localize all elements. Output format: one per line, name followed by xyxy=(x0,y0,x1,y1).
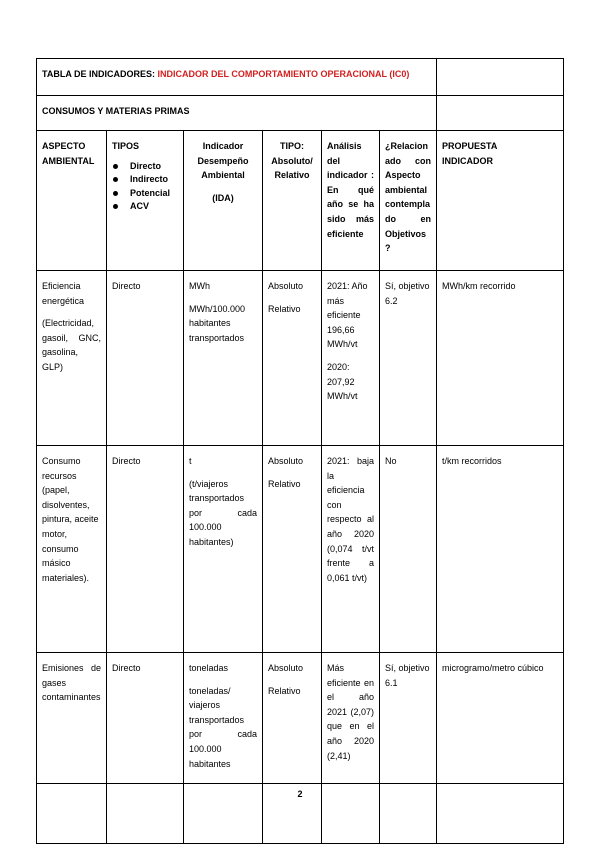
row-aspecto: Consumo recursos (papel, disolventes, pintura, aceite motor, consumo másico materiales). xyxy=(37,446,107,653)
row-aspecto: Eficiencia energética xyxy=(42,281,85,306)
indicator-table xyxy=(36,58,564,844)
row-tipo-relativo: Relativo xyxy=(268,685,301,696)
header-propuesta: PROPUESTA INDICADOR xyxy=(437,131,564,271)
row-relacion: Sí, objetivo 6.1 xyxy=(380,653,437,844)
row-indicador-cell xyxy=(184,653,263,844)
row-tipo-aspecto: Directo xyxy=(107,271,184,446)
header-tipos xyxy=(107,131,184,271)
indicator-sheet xyxy=(36,58,564,844)
row-analisis-cell xyxy=(322,271,380,446)
row-tipo-aspecto: Directo xyxy=(107,653,184,844)
title-code: (IC0) xyxy=(389,69,410,79)
row-tipo-absoluto: Absoluto xyxy=(268,456,304,466)
tipos-item-acv: ACV xyxy=(112,200,178,214)
row-analisis-extra: 2020: 207,92 MWh/vt xyxy=(327,361,358,402)
header-tipo: TIPO: Absoluto/ Relativo xyxy=(263,131,322,271)
title-row xyxy=(37,59,564,96)
row-tipo-absoluto: Absoluto xyxy=(268,663,304,673)
header-indicador-label: Indicador Desempeño Ambiental xyxy=(197,141,249,181)
row-relacion: No xyxy=(380,446,437,653)
row-tipo-relativo: Relativo xyxy=(268,303,301,314)
row-tipo-cell xyxy=(263,271,322,446)
tipos-item-directo: Directo xyxy=(112,160,178,174)
tipos-item-indirecto: Indirecto xyxy=(112,173,178,187)
header-analisis: Análisis del indicador : En qué año se ha sido más eficiente xyxy=(322,131,380,271)
row-indicador: MWh xyxy=(189,281,210,291)
row-indicador-cell xyxy=(184,271,263,446)
row-propuesta: MWh/km recorrido xyxy=(437,271,564,446)
row-aspecto: Emisiones de gases contaminantes xyxy=(37,653,107,844)
row-analisis: 2021: baja la eficiencia con respecto al año 2020 (0,074 t/vt frente a 0,061 t/vt) xyxy=(322,446,380,653)
header-indicador-code: (IDA) xyxy=(212,192,234,203)
section-empty-cell xyxy=(437,96,564,131)
row-propuesta: microgramo/metro cúbico xyxy=(437,653,564,844)
row-indicador-cell xyxy=(184,446,263,653)
tipos-list xyxy=(112,160,178,214)
footer-divider xyxy=(36,783,563,784)
header-aspecto: ASPECTO AMBIENTAL xyxy=(37,131,107,271)
row-indicador: t xyxy=(189,456,192,466)
row-analisis: Más eficiente en el año 2021 (2,07) que en el año 2020 (2,41) xyxy=(322,653,380,844)
page-number: 2 xyxy=(297,789,303,799)
title-prefix: TABLA DE INDICADORES: xyxy=(42,69,155,79)
row-tipo-aspecto: Directo xyxy=(107,446,184,653)
row-propuesta: t/km recorridos xyxy=(437,446,564,653)
row-tipo-relativo: Relativo xyxy=(268,478,301,489)
header-relacion: ¿Relacionado con Aspecto ambiental contemplado en Objetivos? xyxy=(380,131,437,271)
header-row xyxy=(37,131,564,271)
table-row xyxy=(37,271,564,446)
header-tipos-title: TIPOS xyxy=(112,141,140,151)
row-aspecto-detail: (Electricidad, gasoil, GNC, gasolina, GLP) xyxy=(42,318,101,372)
row-tipo-cell xyxy=(263,446,322,653)
table-title xyxy=(37,59,437,96)
row-relacion: Sí, objetivo 6.2 xyxy=(380,271,437,446)
row-indicador-detail: MWh/100.000 habitantes transportados xyxy=(189,303,246,343)
title-empty-cell xyxy=(437,59,564,96)
table-row xyxy=(37,653,564,844)
row-analisis: 2021: Año más eficiente 196,66 MWh/vt xyxy=(327,281,368,350)
title-highlight: INDICADOR DEL COMPORTAMIENTO OPERACIONAL xyxy=(157,69,387,79)
tipos-item-potencial: Potencial xyxy=(112,187,178,201)
row-tipo-absoluto: Absoluto xyxy=(268,281,304,291)
row-tipo-cell xyxy=(263,653,322,844)
row-indicador: toneladas xyxy=(189,663,229,673)
header-indicador xyxy=(184,131,263,271)
row-indicador-detail: (t/viajeros transportados por cada 100.000 habitantes) xyxy=(189,478,257,547)
row-indicador-detail: toneladas/ viajeros transportados por cada 100.000 habitantes xyxy=(189,685,257,769)
table-row xyxy=(37,446,564,653)
row-aspecto-cell xyxy=(37,271,107,446)
section-row xyxy=(37,96,564,131)
section-title: CONSUMOS Y MATERIAS PRIMAS xyxy=(37,96,437,131)
